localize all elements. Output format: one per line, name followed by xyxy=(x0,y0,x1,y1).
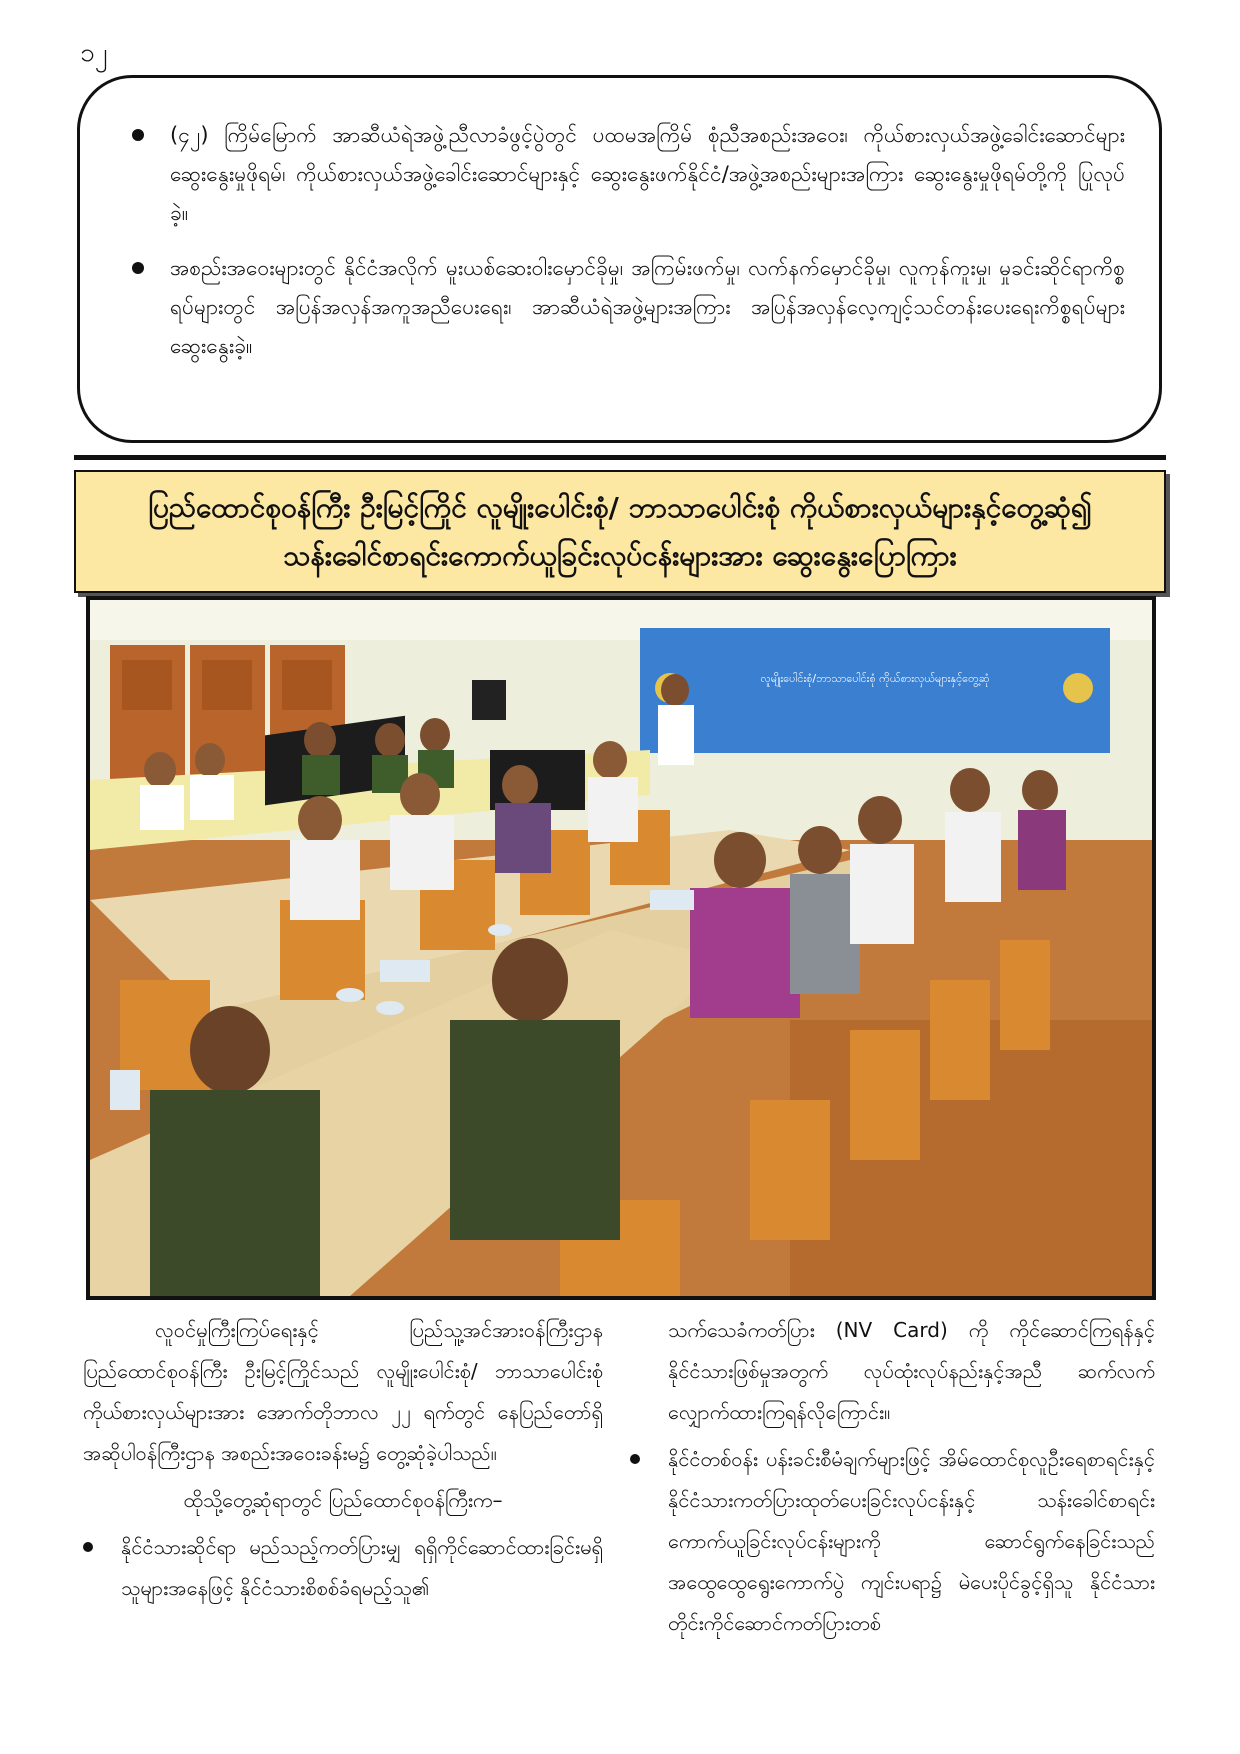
article-bullet-text: နိုင်ငံတစ်ဝန်း ပန်းခင်းစီမံချက်များဖြင့် အိမ်ထောင်စုလူဦးရေစာရင်းနှင့် နိုင်ငံသားကတ်ပြားထုတ်ပေးခြင်းလုပ်ငန်းနှင့် သန်းခေါင်စာရင်းကောက်ယူခြင်းလုပ်ငန်းများကို ဆောင်ရွက်နေခြင်းသည် အထွေထွေရွေးကောက်ပွဲ ကျင်းပရာ၌ မဲပေးပိုင်ခွင့်ရှိသူ နိုင်ငံသားတိုင်းကိုင်ဆောင်ကတ်ပြားတစ် xyxy=(668,1447,1155,1635)
summary-bullet-text: အစည်းအဝေးများတွင် နိုင်ငံအလိုက် မူးယစ်ဆေးဝါးမှောင်ခိုမှု၊ အကြမ်းဖက်မှု၊ လက်နက်မှောင်ခိုမှု၊ လူကုန်ကူးမှု၊ မှုခင်းဆိုင်ရာကိစ္စရပ်များတွင် အပြန်အလှန်အကူအညီပေးရေး၊ အာဆီယံရဲအဖွဲ့များအကြား အပြန်အလှန်လေ့ကျင့်သင်တန်းပေးရေးကိစ္စရပ်များဆွေးနွေးခဲ့။ xyxy=(170,256,1125,358)
article-bullet-text: နိုင်ငံသားဆိုင်ရာ မည်သည့်ကတ်ပြားမျှ ရရှိကိုင်ဆောင်ထားခြင်းမရှိသူများအနေဖြင့် နိုင်ငံသားစိစစ်ခံရမည့်သူ၏ xyxy=(121,1535,603,1600)
summary-bullet xyxy=(138,116,1125,233)
bullet-icon xyxy=(132,262,144,274)
bullet-icon xyxy=(132,129,144,141)
article-lead: ထိုသို့တွေ့ဆုံရာတွင် ပြည်ထောင်စုဝန်ကြီးက– xyxy=(183,1488,503,1512)
bullet-icon xyxy=(83,1542,93,1552)
emblem-icon xyxy=(1063,673,1093,703)
banner xyxy=(640,628,1110,753)
article-headline xyxy=(74,470,1166,593)
article-column-left xyxy=(83,1310,603,1609)
article-bullet xyxy=(83,1527,603,1609)
article-continuation: သက်သေခံကတ်ပြား (NV Card) ကို ကိုင်ဆောင်ကြရန်နှင့် နိုင်ငံသားဖြစ်မှုအတွက် လုပ်ထုံးလုပ်နည်းနှင့်အညီ ဆက်လက်လျှောက်ထားကြရန်လိုကြောင်း။ xyxy=(668,1318,1155,1424)
headline-line-2: သန်းခေါင်စာရင်းကောက်ယူခြင်းလုပ်ငန်းများအား ဆွေးနွေးပြောကြား xyxy=(283,539,957,572)
section-divider xyxy=(74,455,1166,460)
headline-line-1: ပြည်ထောင်စုဝန်ကြီး ဦးမြင့်ကြိုင် လူမျိုးပေါင်းစုံ/ ဘာသာပေါင်းစုံ ကိုယ်စားလှယ်များနှင့်တွေ့ဆုံ၍ xyxy=(148,491,1092,524)
summary-bullet xyxy=(138,249,1125,366)
bullet-icon xyxy=(630,1454,640,1464)
article-bullet xyxy=(630,1439,1155,1644)
summary-bullet-text: (၄၂) ကြိမ်မြောက် အာဆီယံရဲအဖွဲ့ညီလာခံဖွင့်ပွဲတွင် ပထမအကြိမ် စုံညီအစည်းအဝေး၊ ကိုယ်စားလှယ်အဖွဲ့ခေါင်းဆောင်များဆွေးနွေးမှုဖိုရမ်၊ ကိုယ်စားလှယ်အဖွဲ့ခေါင်းဆောင်များနှင့် ဆွေးနွေးဖက်နိုင်ငံ/အဖွဲ့အစည်းများအကြား ဆွေးနွေးမှုဖိုရမ်တို့ကို ပြုလုပ်ခဲ့။ xyxy=(170,123,1125,225)
article-column-right xyxy=(630,1310,1155,1644)
speaker xyxy=(472,680,506,720)
meeting-photo xyxy=(86,596,1156,1300)
summary-box xyxy=(77,75,1162,443)
page-number: ၁၂ xyxy=(80,38,108,68)
article-intro: လူဝင်မှုကြီးကြပ်ရေးနှင့် ပြည်သူ့အင်အားဝန်ကြီးဌာန ပြည်ထောင်စုဝန်ကြီး ဦးမြင့်ကြိုင်သည် လူမျိုးပေါင်းစုံ/ ဘာသာပေါင်းစုံ ကိုယ်စားလှယ်များအား အောက်တိုဘာလ ၂၂ ရက်တွင် နေပြည်တော်ရှိ အဆိုပါဝန်ကြီးဌာန အစည်းအဝေးခန်းမ၌ တွေ့ဆုံခဲ့ပါသည်။ xyxy=(83,1318,603,1465)
banner-text: လူမျိုးပေါင်းစုံ/ဘာသာပေါင်းစုံ ကိုယ်စားလှယ်များနှင့်တွေ့ဆုံ xyxy=(760,672,990,685)
